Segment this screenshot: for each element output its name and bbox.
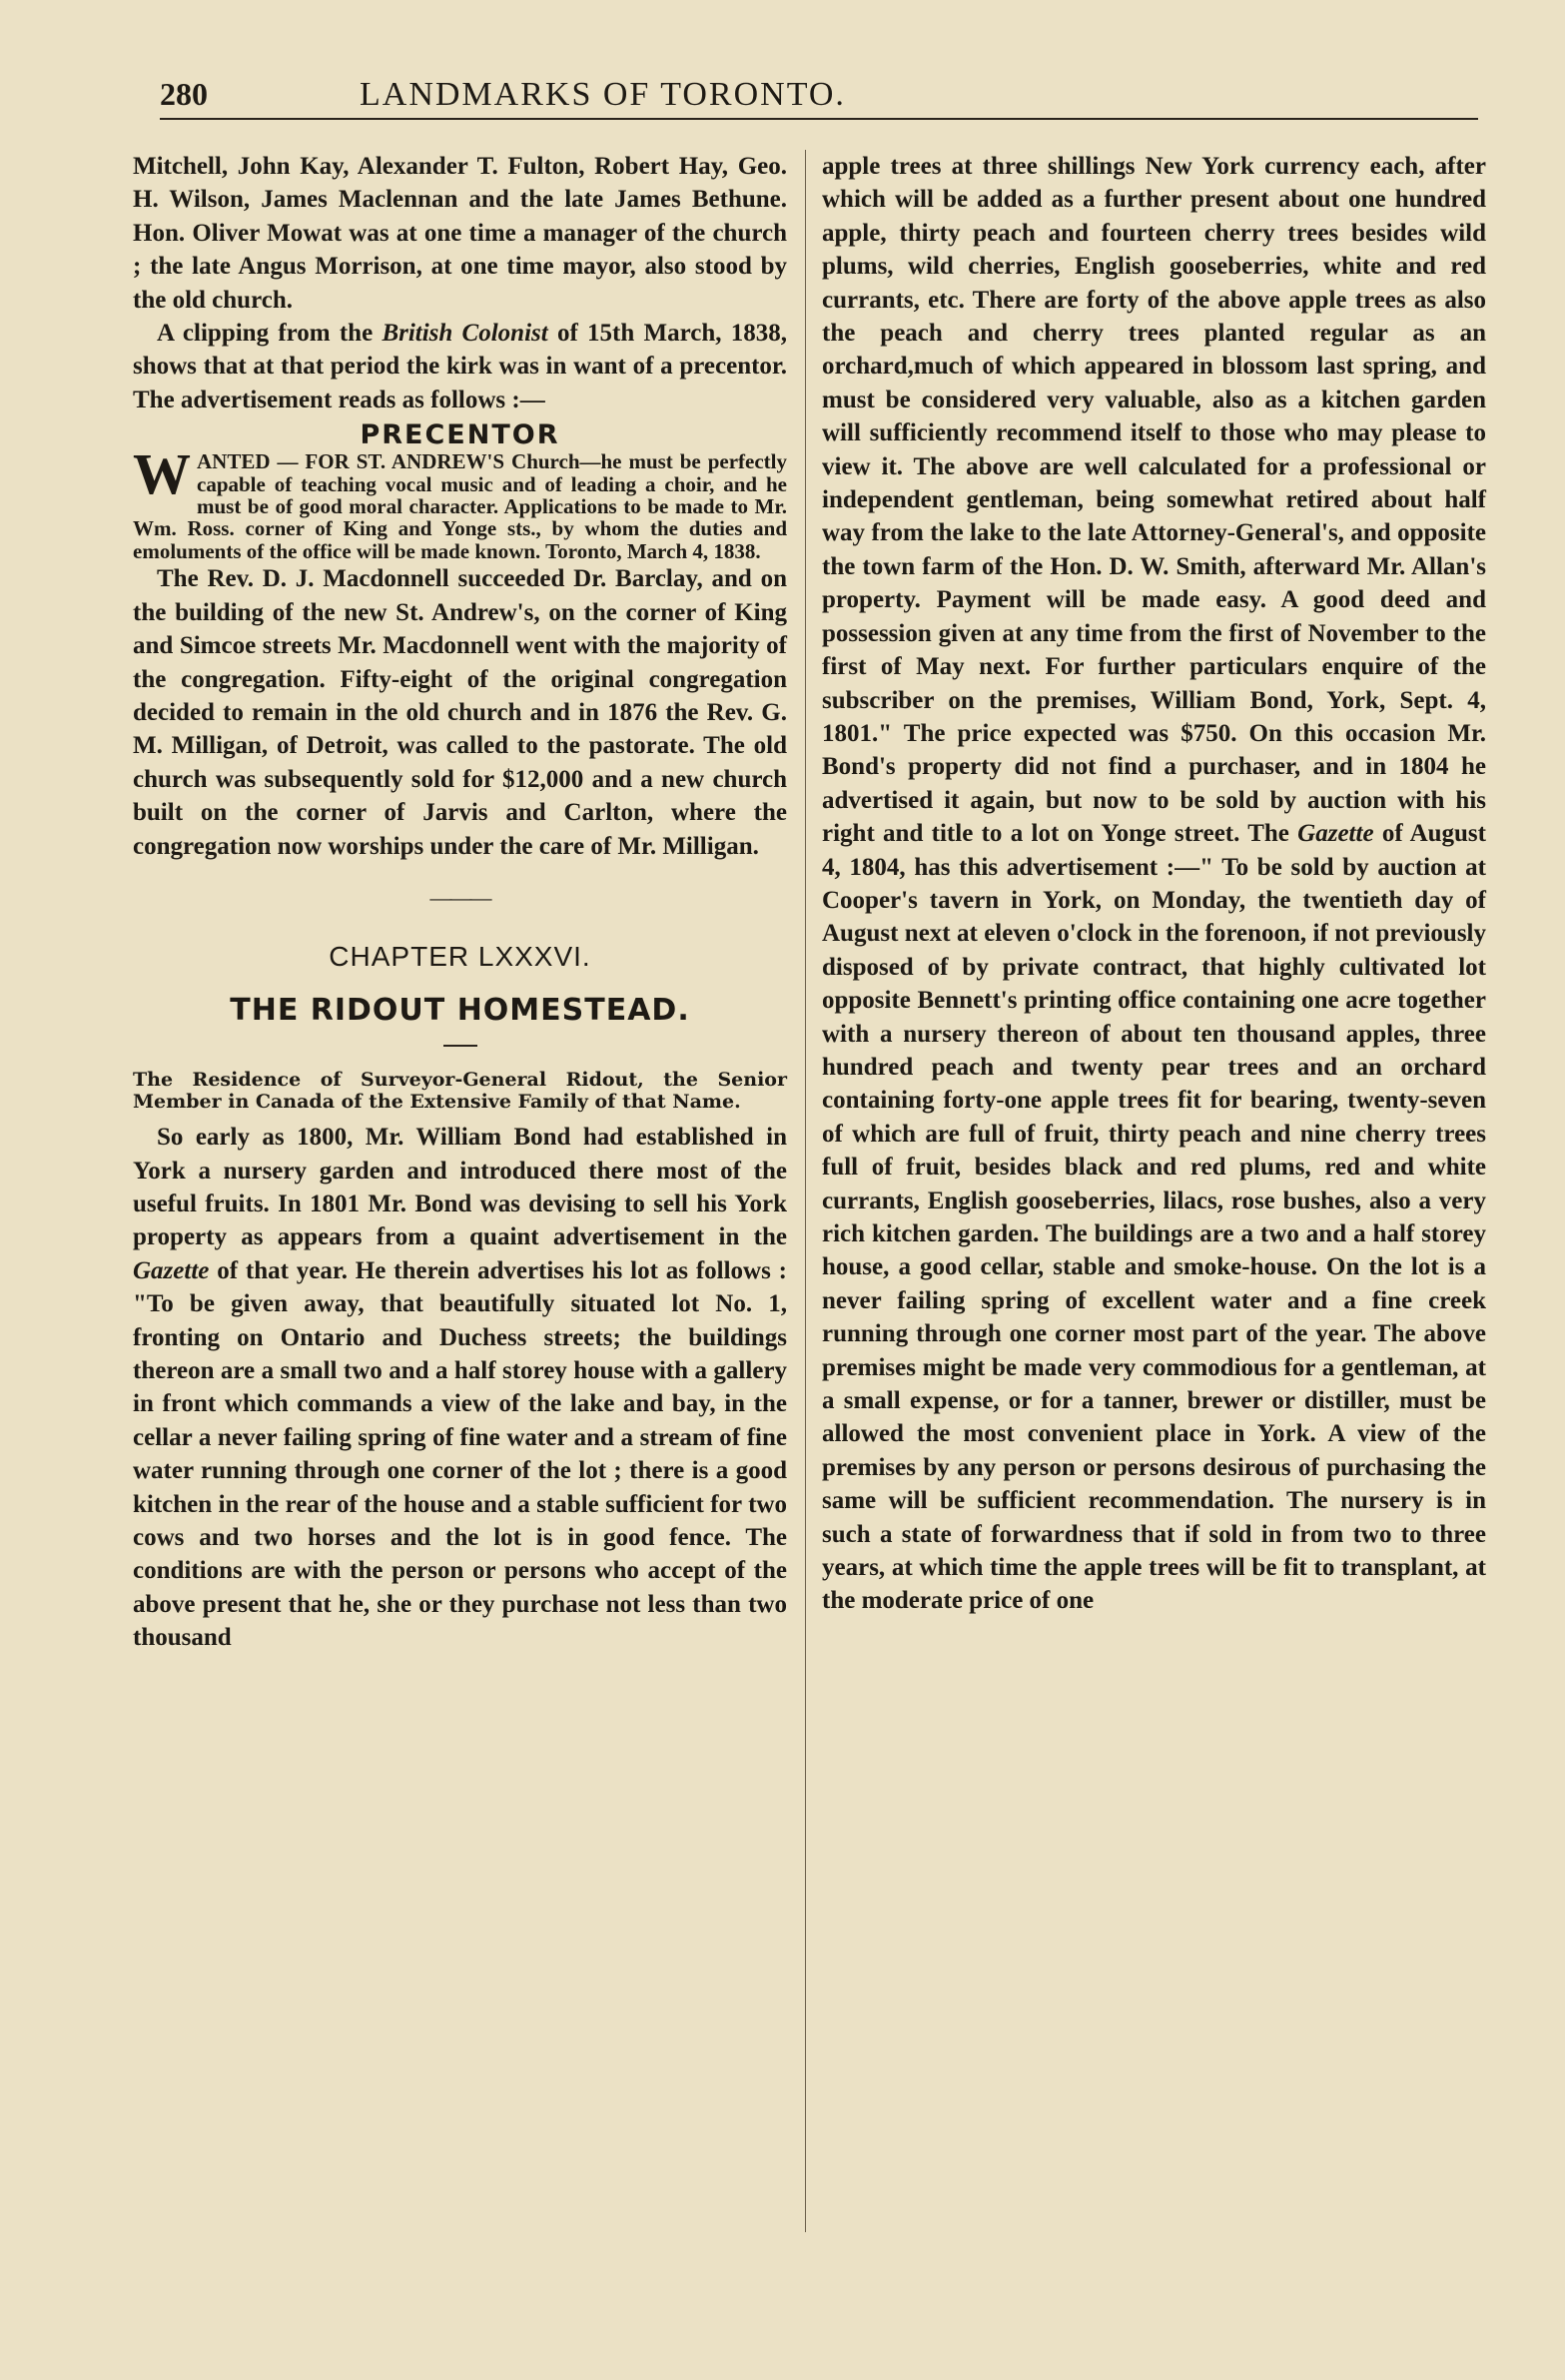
section-separator: ——— — [429, 884, 490, 910]
bond-paragraph — [133, 1121, 787, 1655]
gazette-text: of August 4, 1804, has this advertisement :—" To be sold by auction at Cooper's tavern in York, on Monday, the twentieth day of August next at eleven o'clock in the forenoon, if not previously disposed of by private contract, that highly cultivated lot opposite Bennett's printing office containing one acre together with a nursery thereon of about ten thousand apples, three hundred peach and twenty pear trees and an orchard containing forty-one apple trees fit for bearing, twenty-seven of which are full of fruit, thirty peach and nine cherry trees full of fruit, besides black and red plums, red and white currants, English gooseberries, lilacs, rose bushes, also a very rich kitchen garden. The buildings are a two and a half storey house, a good cellar, stable and smoke-house. On the lot is a never failing spring of excellent water and a fine creek running through one corner most part of the year. The above premises might be made very commodious for a gentleman, at a small expense, or for a tanner, brewer or distiller, must be allowed the most convenient place in York. A view of the premises by any person or persons desirous of purchasing the same will be sufficient recommendation. The nursery is in such a state of forwardness that if sold in from two to three years, at which time the apple trees will be fit to transplant, at the moderate price of one — [822, 820, 1486, 1615]
column-divider — [805, 150, 806, 2232]
running-title: LANDMARKS OF TORONTO. — [360, 76, 846, 113]
left-column — [133, 150, 787, 1655]
chapter-title: THE RIDOUT HOMESTEAD. — [230, 992, 690, 1028]
chapter-label: CHAPTER LXXXVI. — [329, 941, 591, 973]
running-head — [160, 72, 1478, 120]
clipping-source: British Colonist — [382, 320, 548, 348]
gazette-source: Gazette — [1297, 820, 1374, 848]
chapter-subheading: The Residence of Surveyor-General Ridout, the Senior Member in Canada of the Extensive Family of that Name. — [133, 1069, 787, 1114]
bond-source: Gazette — [133, 1256, 210, 1284]
clipping-paragraph — [133, 317, 787, 416]
continuation-text: apple trees at three shillings New York currency each, after which will be added as a further present about one hundred apple, thirty peach and fourteen cherry trees besides wild plums, wild cherries, English gooseberries, white and red currants, etc. There are forty of the above apple trees as also the peach and cherry trees planted regular as an orchard,much of which appeared in blossom last spring, and must be considered very valuable, also as a kitchen garden will sufficiently recommend itself to those who may please to view it. The above are well calculated for a professional or independent gentleman, being somewhat retired about half way from the lake to the late Attorney-General's, and opposite the town farm of the Hon. D. W. Smith, afterward Mr. Allan's property. Payment will be made easy. A good deed and possession given at any time from the first of November to the first of May next. For further particulars enquire of the subscriber on the premises, William Bond, York, Sept. 4, 1801." The price expected was $750. On this occasion Mr. Bond's property did not find a purchaser, and in 1804 he advertised it again, but now to be sold by auction with his right and title to a lot on Yonge street. The — [822, 153, 1486, 848]
ad-heading: PRECENTOR — [360, 419, 560, 451]
ad-text: ANTED — FOR ST. ANDREW'S Church—he must be perfectly capable of teaching vocal music and of leading a choir, and he must be of good moral character. Applications to be made to Mr. Wm. Ross. corner of King and Yonge sts., by whom the duties and emoluments of the office will be made known. Toronto, March 4, 1838. — [133, 449, 787, 563]
macdonnell-paragraph: The Rev. D. J. Macdonnell succeeded Dr. Barclay, and on the building of the new St. Andrew's, on the corner of King and Simcoe streets Mr. Macdonnell went with the majority of the congregation. Fifty-eight of the original congregation decided to remain in the old church and in 1876 the Rev. G. M. Milligan, of Detroit, was called to the pastorate. The old church was subsequently sold for $12,000 and a new church built on the corner of Jarvis and Carlton, where the congregation now worships under the care of Mr. Milligan. — [133, 565, 787, 860]
continuation-paragraph — [822, 150, 1486, 1618]
precentor-advertisement — [133, 441, 787, 563]
ad-dropcap: W — [133, 441, 191, 507]
bond-text-after: of that year. He therein advertises his lot as follows : "To be given away, that beautifully situated lot No. 1, fronting on Ontario and Duchess streets; the buildings thereon are a small two and a half storey house with a gallery in front which commands a view of the lake and bay, in the cellar a never failing spring of fine water and a stream of fine water running through one corner of the lot ; there is a good kitchen in the rear of the house and a stable sufficient for two cows and two horses and the lot is in good fence. The conditions are with the person or persons who accept of the above present that he, she or they purchase not less than two thousand — [133, 1256, 787, 1652]
clipping-text-after: of 15th March, 1838, shows that at that period the kirk was in want of a precentor. The advertisement reads as follows :— — [133, 320, 787, 413]
intro-paragraph: Mitchell, John Kay, Alexander T. Fulton, Robert Hay, Geo. H. Wilson, James Maclennan and the late James Bethune. Hon. Oliver Mowat was at one time a manager of the church ; the late Angus Morrison, at one time mayor, also stood by the old church. — [133, 153, 787, 314]
right-column — [822, 150, 1486, 1618]
chapter-rule — [443, 1045, 477, 1047]
bond-text-before: So early as 1800, Mr. William Bond had established in York a nursery garden and introduced there most of the useful fruits. In 1801 Mr. Bond was devising to sell his York property as appears from a quaint advertisement in the — [133, 1124, 787, 1251]
page-number: 280 — [160, 76, 208, 112]
clipping-text-before: A clipping from the — [157, 320, 383, 348]
